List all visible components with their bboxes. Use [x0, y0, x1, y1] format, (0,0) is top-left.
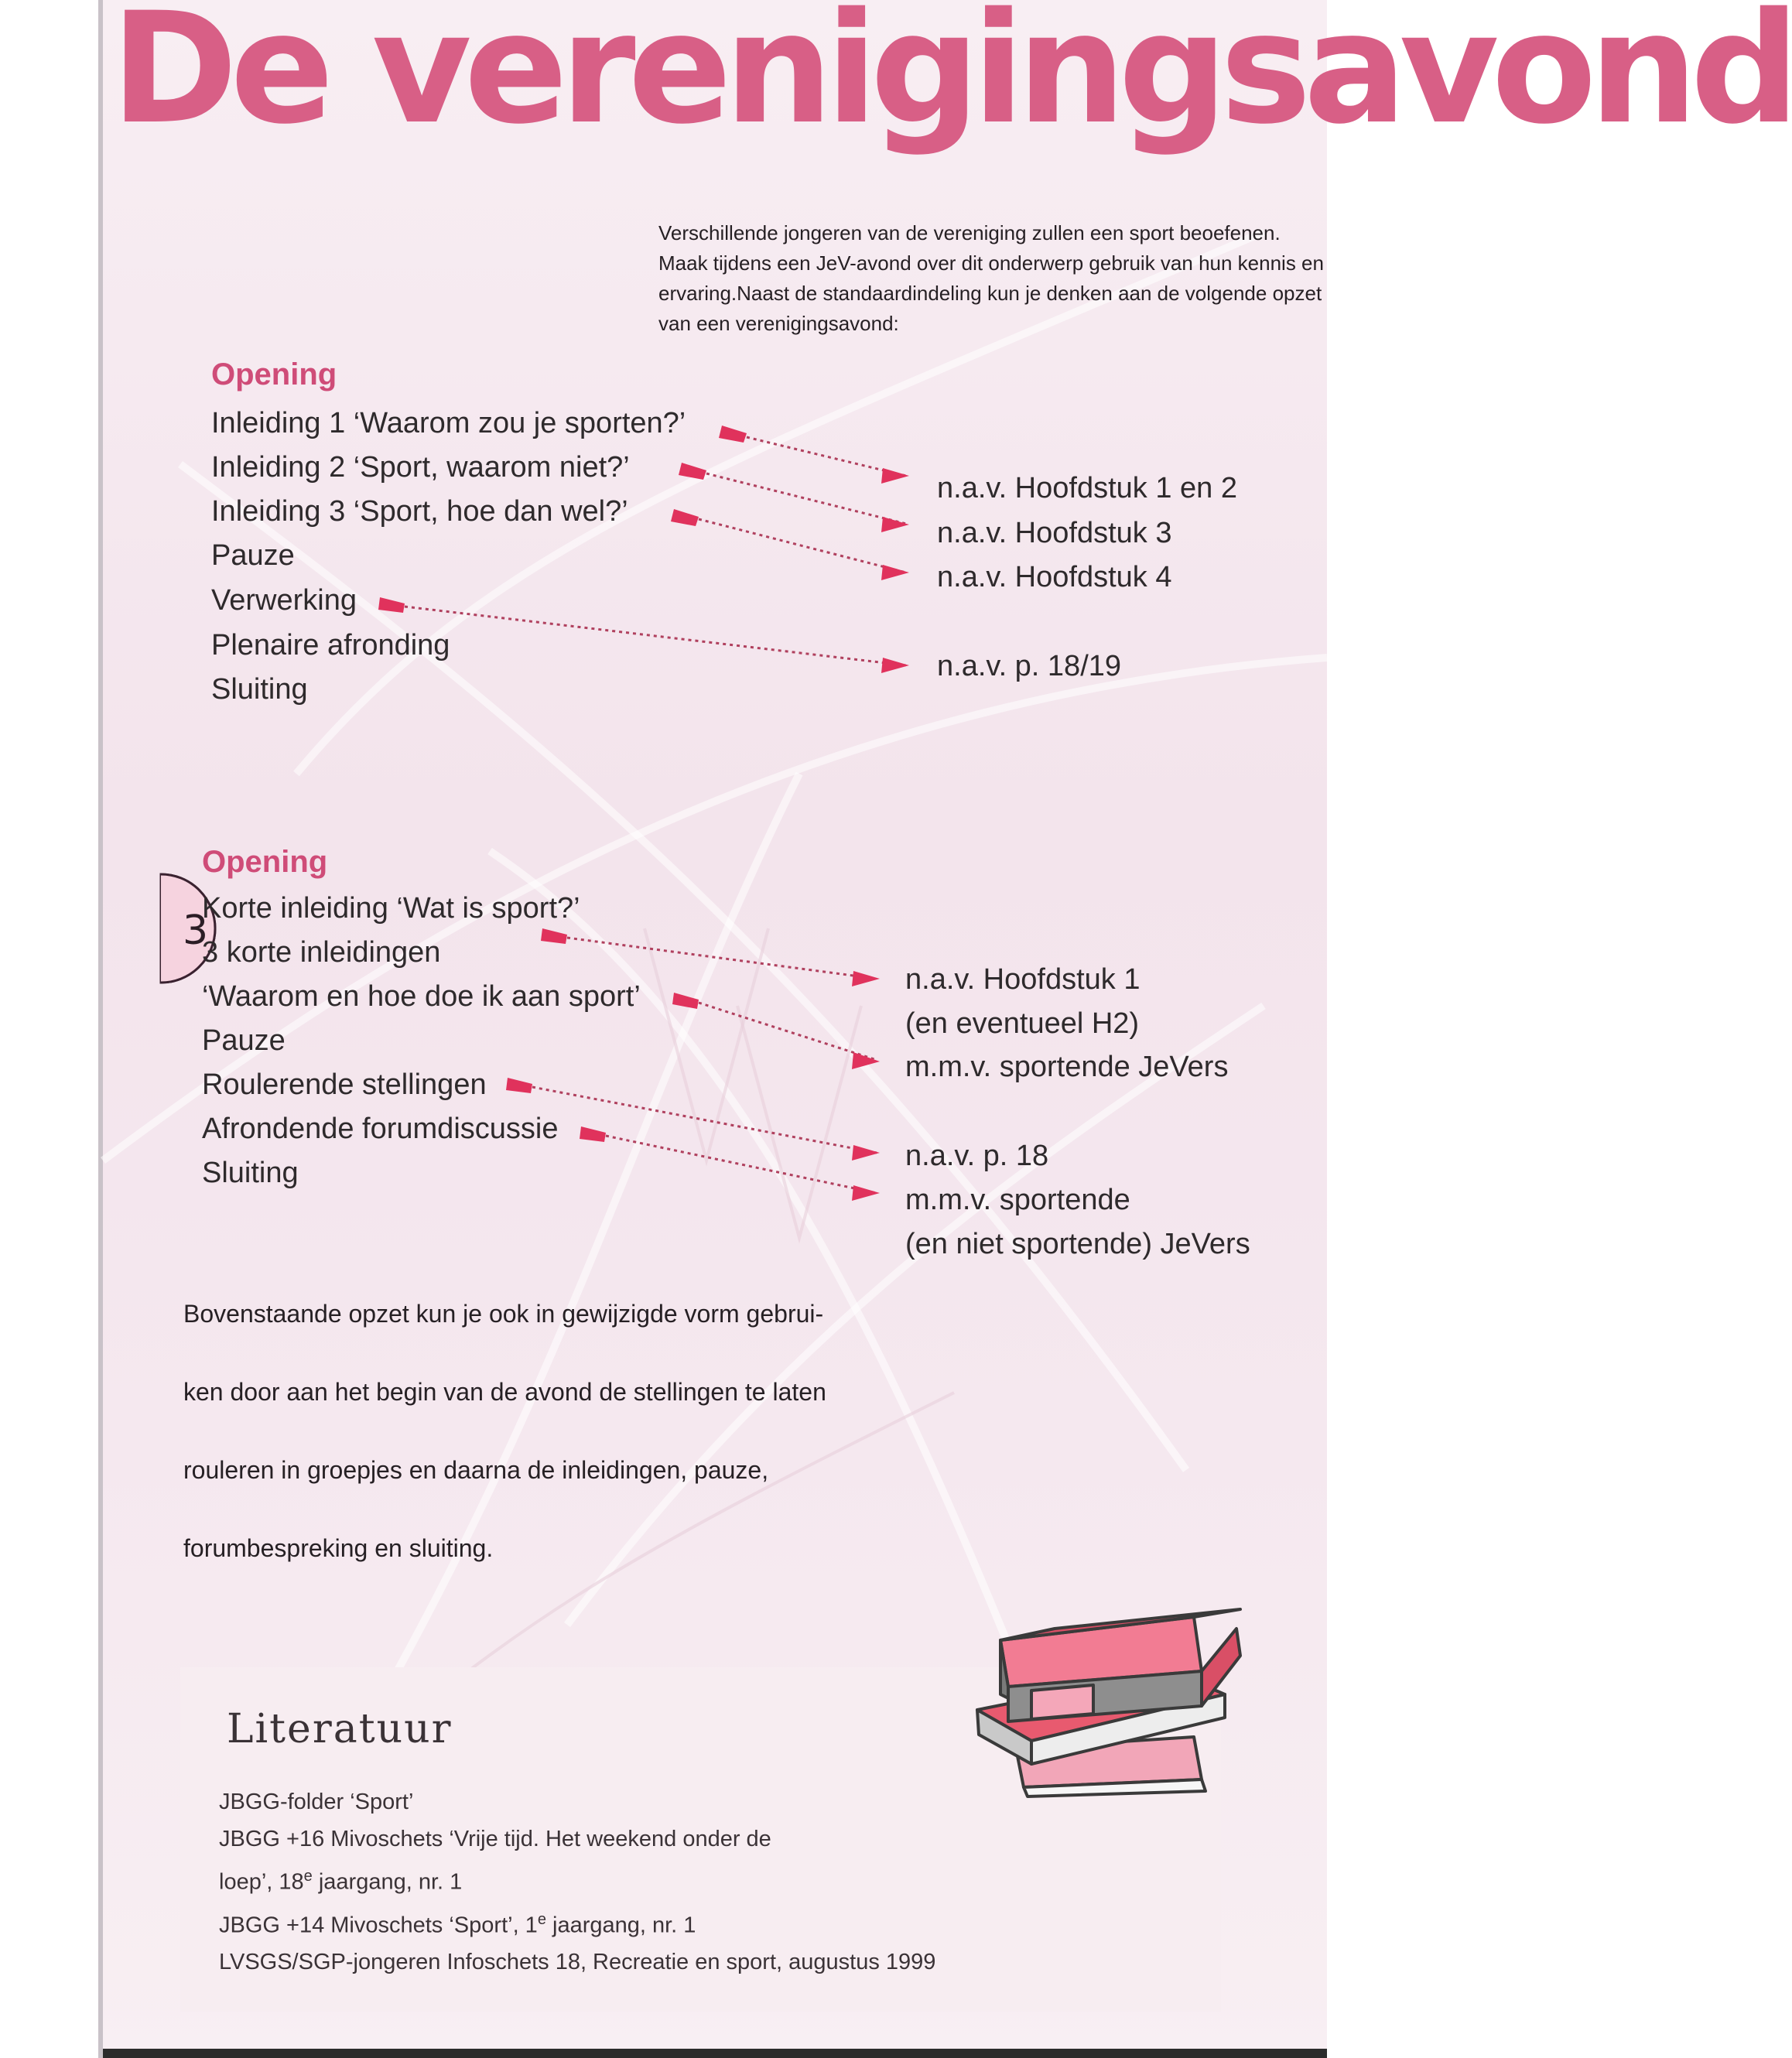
schedule2-item: 3 korte inleidingen — [202, 936, 441, 969]
section-badge — [183, 867, 254, 990]
closing-line: ken door aan het begin van de avond de stellingen te laten — [183, 1378, 826, 1406]
schedule1-heading: Opening — [211, 357, 337, 391]
schedule1-ref: n.a.v. Hoofdstuk 1 en 2 — [937, 472, 1237, 504]
closing-line: forumbespreking en sluiting. — [183, 1534, 494, 1562]
schedule1-ref: n.a.v. p. 18/19 — [937, 650, 1122, 682]
schedule1-item: Plenaire afronding — [211, 629, 450, 662]
page — [103, 0, 1792, 2058]
schedule2-item: Roulerende stellingen — [202, 1068, 487, 1101]
books-illustration — [970, 1555, 1294, 1803]
literature-list — [219, 1783, 1070, 1981]
closing-line: rouleren in groepjes en daarna de inleidingen, pauze, — [183, 1456, 769, 1484]
schedule2-item: Afrondende forumdiscussie — [202, 1113, 559, 1145]
literature-item: JBGG +14 Mivoschets ‘Sport’, 1e jaargang, nr. 1 — [219, 1910, 696, 1938]
schedule2-ref: n.a.v. Hoofdstuk 1 — [905, 963, 1141, 996]
intro-text: Verschillende jongeren van de vereniging zullen een sport beoefenen. Maak tijdens een JeV-avond over dit onderwerp gebruik van hun kennis en ervaring.Naast de standaardindeling kun je denken aan de volgende opzet van een verenigingsavond: — [658, 221, 1324, 335]
literature-title: Literatuur — [227, 1706, 453, 1752]
schedule1-ref: n.a.v. Hoofdstuk 4 — [937, 561, 1172, 593]
schedule1-item: Verwerking — [211, 584, 357, 617]
schedule2-item: ‘Waarom en hoe doe ik aan sport’ — [202, 980, 641, 1013]
bottom-strip — [103, 2049, 1327, 2058]
schedule2-item: Sluiting — [202, 1157, 299, 1189]
schedule1-item: Inleiding 1 ‘Waarom zou je sporten?’ — [211, 407, 686, 439]
schedule1-item: Inleiding 2 ‘Sport, waarom niet?’ — [211, 451, 630, 484]
closing-line: Bovenstaande opzet kun je ook in gewijzigde vorm gebrui- — [183, 1300, 824, 1328]
schedule2-ref: (en niet sportende) JeVers — [905, 1228, 1250, 1260]
literature-item: JBGG-folder ‘Sport’ — [219, 1790, 414, 1814]
schedule2-item: Korte inleiding ‘Wat is sport?’ — [202, 892, 580, 925]
literature-item: loep’, 18e jaargang, nr. 1 — [219, 1868, 463, 1895]
schedule2-heading: Opening — [202, 845, 328, 879]
literature-item: JBGG +16 Mivoschets ‘Vrije tijd. Het weekend onder de — [219, 1827, 771, 1851]
schedule2-ref: (en eventueel H2) — [905, 1007, 1140, 1040]
schedule1-item: Sluiting — [211, 673, 308, 706]
schedule2-ref: m.m.v. sportende — [905, 1184, 1130, 1216]
schedule2-item: Pauze — [202, 1024, 286, 1057]
schedule2-ref: m.m.v. sportende JeVers — [905, 1051, 1229, 1083]
schedule2-ref: n.a.v. p. 18 — [905, 1140, 1049, 1172]
schedule1-item: Inleiding 3 ‘Sport, hoe dan wel?’ — [211, 495, 628, 528]
schedule1-ref: n.a.v. Hoofdstuk 3 — [937, 517, 1172, 549]
page-title: De verenigingsavond — [111, 0, 1792, 158]
section-badge-number: 3 — [183, 908, 209, 954]
literature-item: LVSGS/SGP-jongeren Infoschets 18, Recreatie en sport, augustus 1999 — [219, 1950, 936, 1975]
schedule1-item: Pauze — [211, 539, 295, 572]
closing-paragraph — [183, 1300, 942, 1612]
